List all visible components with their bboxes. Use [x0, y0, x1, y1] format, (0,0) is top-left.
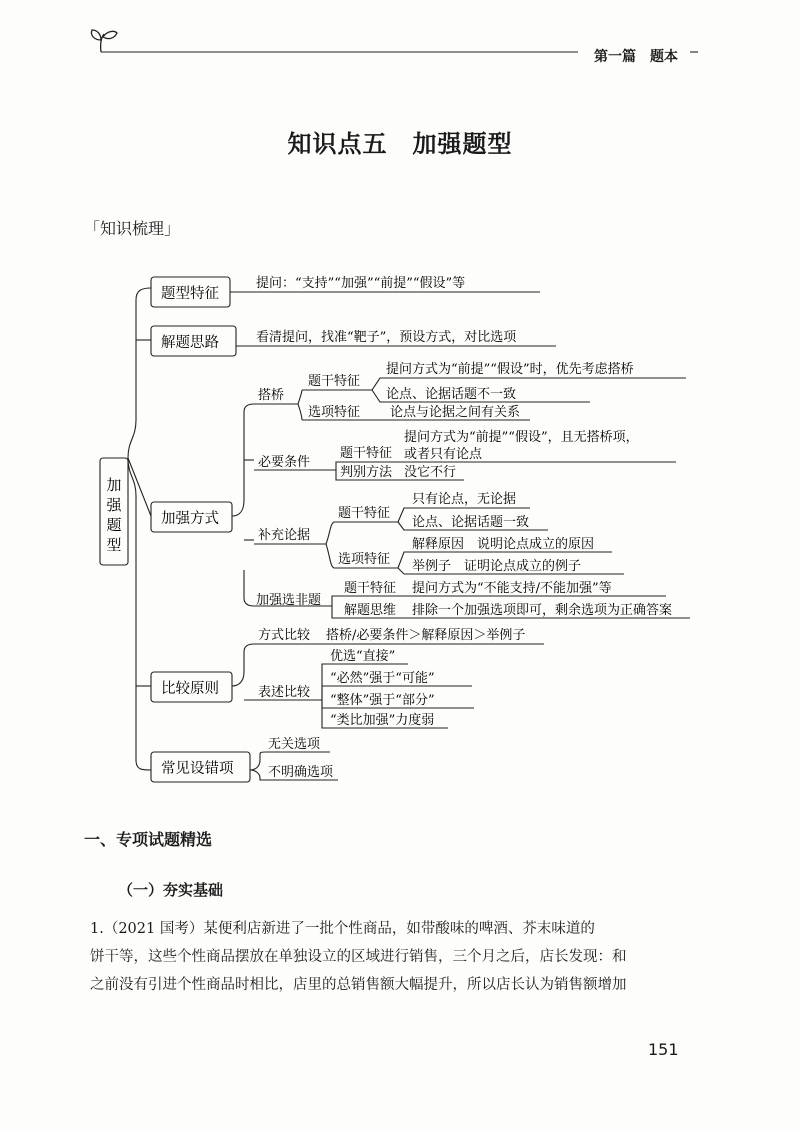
- mm-b2-label: 解题思路: [161, 335, 219, 351]
- svg-text:强: 强: [106, 496, 122, 514]
- mm-bytj-line-1: 提问方式为“前提”“假设”，且无搭桥项，: [404, 430, 639, 445]
- mm-qxfb-label: 加强选非题: [256, 593, 322, 608]
- svg-text:型: 型: [106, 536, 122, 554]
- mm-dq-tgtz: 题干特征: [308, 374, 361, 389]
- section-label: 「知识梳理」: [84, 219, 181, 238]
- mm-dq-xxtz-item: 论点与论据之间有关系: [390, 405, 521, 420]
- mm-dq-xxtz: 选项特征: [308, 405, 361, 420]
- mm-b1-label: 题型特征: [161, 286, 219, 302]
- mm-root: [106, 476, 122, 554]
- mm-bclj-xx-item-0: 解释原因 说明论点成立的原因: [412, 537, 595, 552]
- mm-bytj-tgtz: 题干特征: [340, 446, 393, 461]
- mm-dq-label: 搭桥: [258, 388, 285, 403]
- mm-bytj-label: 必要条件: [258, 455, 311, 470]
- mm-bclj-tg-item-1: 论点、论据话题一致: [412, 515, 530, 530]
- mm-bsbj-item-1: “必然”强于“可能”: [330, 671, 435, 686]
- mm-bclj-xx-item-1: 举例子 证明论点成立的例子: [412, 559, 582, 574]
- mm-bclj-label: 补充论据: [258, 528, 311, 543]
- question-line: 饼干等，这些个性商品摆放在单独设立的区域进行销售，三个月之后，店长发现：和: [90, 949, 627, 965]
- mm-dq-item-1: 论点、论据话题不一致: [386, 387, 517, 402]
- section-heading-2: （一）夯实基础: [118, 881, 224, 899]
- mm-b4-label: 比较原则: [161, 681, 219, 697]
- mm-bclj-tg-item-0: 只有论点，无论据: [412, 492, 517, 507]
- mm-b5-item-0: 无关选项: [268, 737, 321, 752]
- mm-bclj-tgtz: 题干特征: [338, 506, 391, 521]
- page-number: 151: [648, 1040, 679, 1059]
- mm-bsbj-label: 表述比较: [258, 685, 311, 700]
- section-heading-1: 一、专项试题精选: [84, 830, 213, 849]
- mm-bsbj-item-3: “类比加强”力度弱: [330, 713, 435, 728]
- svg-text:题: 题: [106, 516, 122, 534]
- mm-b1-desc: 提问：“支持”“加强”“前提”“假设”等: [256, 276, 466, 291]
- mm-qxfb-tgtz: 题干特征: [344, 581, 397, 596]
- mm-b5-item-1: 不明确选项: [268, 765, 334, 780]
- question-line: 之前没有引进个性商品时相比，店里的总销售额大幅提升，所以店长认为销售额增加: [90, 977, 627, 993]
- mm-bytj-pdff: 判别方法: [340, 465, 393, 480]
- mm-qxfb-jtsw-item: 排除一个加强选项即可，剩余选项为正确答案: [412, 603, 673, 618]
- mm-bytj-line-2: 或者只有论点: [404, 447, 483, 462]
- mm-bytj-pdff-item: 没它不行: [404, 465, 457, 480]
- mm-b2-desc: 看清提问，找准“靶子”，预设方式，对比选项: [256, 330, 517, 345]
- mm-fsbj-label: 方式比较: [258, 628, 311, 643]
- question-line: 1.（2021 国考）某便利店新进了一批个性商品，如带酸味的啤酒、芥末味道的: [90, 921, 595, 937]
- question-text: [90, 915, 696, 999]
- running-head: 第一篇 题本: [594, 49, 678, 65]
- mm-bsbj-item-2: “整体”强于“部分”: [330, 693, 435, 708]
- svg-text:加: 加: [106, 476, 122, 494]
- mm-b5-label: 常见设错项: [161, 761, 234, 777]
- mm-qxfb-jtsw: 解题思维: [344, 603, 397, 618]
- mm-qxfb-tgtz-item: 提问方式为“不能支持/不能加强”等: [412, 581, 612, 596]
- page-title: 知识点五 加强题型: [287, 130, 513, 158]
- mm-fsbj-item: 搭桥/必要条件＞解释原因＞举例子: [326, 628, 526, 643]
- mm-bclj-xxtz: 选项特征: [338, 552, 391, 567]
- mm-b3-label: 加强方式: [161, 511, 219, 527]
- mm-bsbj-item-0: 优选“直接”: [330, 649, 396, 664]
- mm-dq-item-0: 提问方式为“前提”“假设”时，优先考虑搭桥: [386, 362, 634, 377]
